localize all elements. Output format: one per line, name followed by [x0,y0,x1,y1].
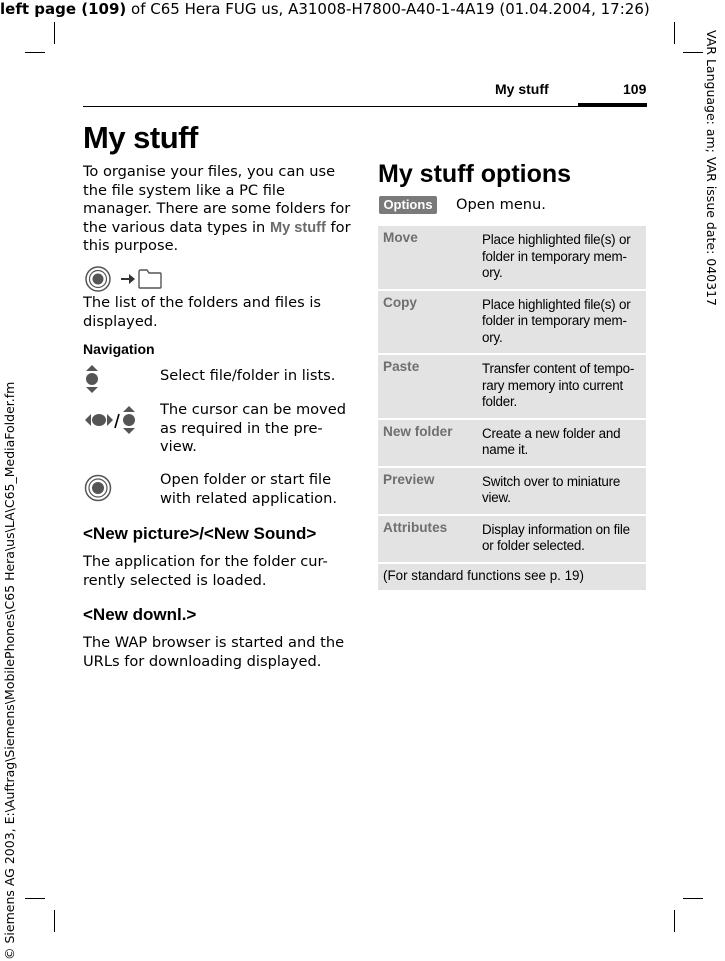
header-rule-accent [578,103,647,107]
new-picture-text: The application for the folder cur-rently selected is loaded. [83,553,328,589]
intro-paragraph [83,163,353,256]
option-desc: Place highlighted file(s) or folder in temporary mem-ory. [473,226,646,289]
option-name: Move [378,226,473,289]
crop-mark [54,910,55,932]
nav-left-right-icon [84,412,114,428]
new-picture-heading: <New picture>/<New Sound> [83,524,317,543]
crop-mark [683,898,703,899]
crop-mark [25,52,45,53]
print-header-info: of C65 Hera FUG us, A31008-H7800-A40-1-4A19 (01.04.2004, 17:26) [126,0,650,18]
my-stuff-menu-ref: My stuff [269,219,326,236]
arrow-right-icon [120,272,136,286]
slash-icon [113,413,121,429]
intro-text-end: for this purpose. [83,218,351,254]
option-name: Attributes [378,516,473,562]
table-row [378,355,646,418]
option-desc: Display information on file or folder selected. [473,516,646,562]
print-header [0,0,650,18]
new-downl-heading: <New downl.> [83,605,197,624]
running-header-page: 109 [623,81,647,97]
table-row [378,226,646,289]
option-desc: Transfer content of tempo-rary memory into current folder. [473,355,646,418]
folder-icon [137,266,163,290]
crop-mark [25,898,45,899]
header-rule [83,106,647,107]
table-row-note [378,564,646,591]
table-row [378,516,646,562]
options-softkey: Options [379,196,437,214]
page-title: My stuff [83,120,198,155]
side-note-right [701,30,721,370]
option-name: New folder [378,420,473,466]
running-header-title: My stuff [495,81,549,97]
table-row [378,420,646,466]
print-header-page: left page (109) [0,0,127,18]
crop-mark [683,52,703,53]
nav-key-icon [84,266,114,292]
options-softkey-text: Open menu. [456,196,546,213]
options-table [378,224,646,592]
table-row [378,468,646,514]
nav-item-text: Select file/folder in lists. [160,367,336,384]
options-title: My stuff options [378,160,572,188]
option-name: Copy [378,291,473,354]
list-text: The list of the folders and files is displayed. [83,294,321,330]
option-name: Paste [378,355,473,418]
option-desc: Create a new folder and name it. [473,420,646,466]
option-name: Preview [378,468,473,514]
crop-mark [674,910,675,932]
file-path-note: © Siemens AG 2003, E:\Auftrag\Siemens\MobilePhones\C65 Hera\us\LA\C65_MediaFolder.fm [2,381,17,960]
new-downl-text: The WAP browser is started and the URLs for downloading displayed. [83,634,345,670]
nav-center-icon [84,474,114,502]
table-row [378,291,646,354]
option-desc: Switch over to miniature view. [473,468,646,514]
nav-item-text: Open folder or start file with related application. [160,471,337,507]
crop-mark [674,22,675,44]
nav-item-text: The cursor can be moved as required in the pre-view. [160,401,346,455]
nav-up-down-icon [121,405,137,435]
navigation-heading: Navigation [83,341,155,357]
standard-functions-note: (For standard functions see p. 19) [378,564,646,591]
var-language-note: VAR Language: am; VAR issue date: 040317 [704,30,719,306]
option-desc: Place highlighted file(s) or folder in temporary mem-ory. [473,291,646,354]
intro-text: To organise your files, you can use the file system like a PC file manager. There are some folders for the various data types in [83,163,351,236]
nav-up-down-icon [84,364,100,394]
crop-mark [54,22,55,44]
